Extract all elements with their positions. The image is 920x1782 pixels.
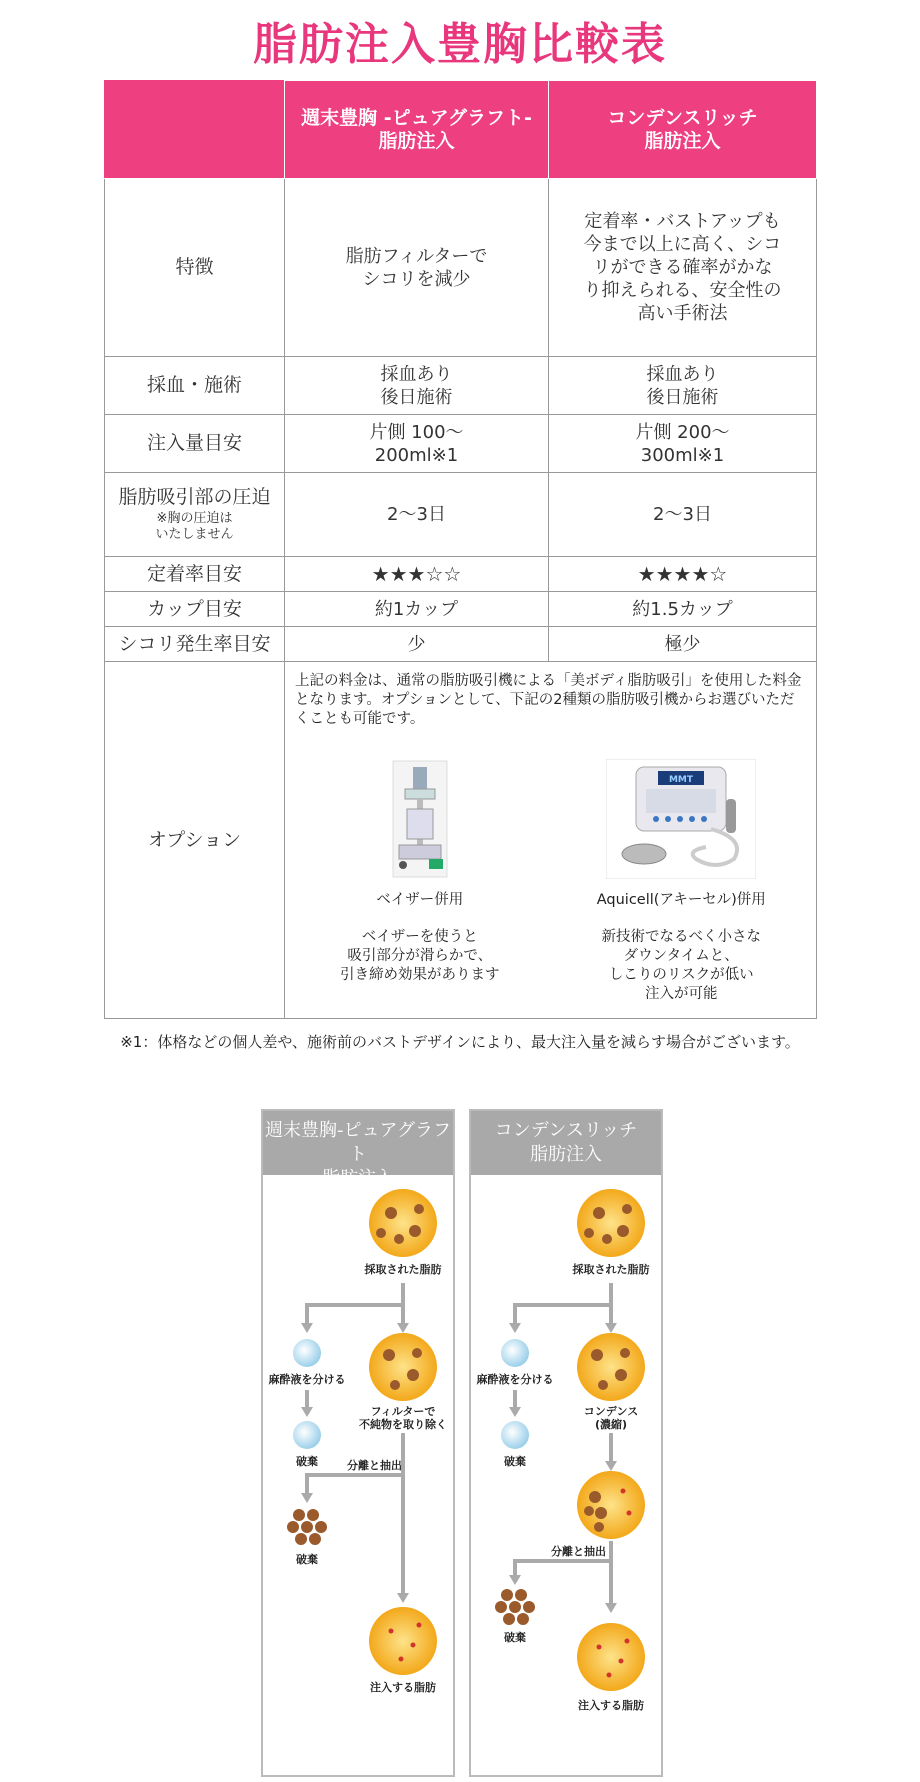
fat-cluster-inject — [577, 1623, 645, 1691]
flow-weekend — [263, 1175, 453, 1775]
row-label-option: オプション — [105, 662, 285, 1019]
label-separate-anesthetic: 麻酔液を分ける — [476, 1373, 554, 1386]
fat-cluster-filtered — [369, 1333, 437, 1401]
label-discard-2: 破棄 — [296, 1553, 318, 1566]
fat-cluster-inject — [369, 1607, 437, 1675]
option-aquicell — [556, 759, 807, 1004]
row-label-compression-text: 脂肪吸引部の圧迫 — [118, 486, 271, 508]
label-inject: 注入する脂肪 — [370, 1681, 436, 1694]
anesthetic-drop-2 — [293, 1421, 321, 1449]
header-condense-rich: コンデンスリッチ 脂肪注入 — [549, 81, 817, 179]
table-row-volume — [105, 415, 817, 473]
comparison-table — [104, 80, 817, 1019]
anesthetic-drop-1 — [501, 1339, 529, 1367]
label-discard-1: 破棄 — [504, 1455, 526, 1468]
vaser-machine-image — [294, 759, 545, 879]
option-aquicell-desc: 新技術でなるべく小さな ダウンタイムと、 しこりのリスクが低い 注入が可能 — [601, 929, 761, 1002]
label-condense: コンデンス(濃縮) — [583, 1405, 639, 1431]
label-inject: 注入する脂肪 — [578, 1699, 644, 1712]
option-note: 上記の料金は、通常の脂肪吸引機による「美ボディ脂肪吸引」を使用した料金となります。オプションとして、下記の2種類の脂肪吸引機からお選びいただくことも可能です。 — [295, 673, 802, 727]
label-filter-1: フィルターで不純物を取り除く — [359, 1405, 447, 1431]
cell-blood-a: 採血あり 後日施術 — [285, 357, 549, 415]
option-vaser — [294, 759, 545, 1004]
brown-residue-cluster — [495, 1589, 535, 1625]
page-title: 脂肪注入豊胸比較表 — [253, 19, 667, 70]
diagram-title-condense: コンデンスリッチ 脂肪注入 — [471, 1111, 661, 1175]
cell-cup-a: 約1カップ — [285, 592, 549, 627]
row-sublabel-compression: ※胸の圧迫は いたしません — [155, 511, 234, 542]
cell-retention-b: ★★★★☆ — [549, 557, 817, 592]
cell-cup-b: 約1.5カップ — [549, 592, 817, 627]
table-header-row — [105, 81, 817, 179]
label-separate-anesthetic: 麻酔液を分ける — [268, 1373, 346, 1386]
aquicell-machine-image — [556, 759, 807, 879]
anesthetic-drop-1 — [293, 1339, 321, 1367]
row-label-cup: カップ目安 — [105, 592, 285, 627]
row-label-retention: 定着率目安 — [105, 557, 285, 592]
cell-features-a: 脂肪フィルターで シコリを減少 — [285, 179, 549, 357]
label-separate-extract: 分離と抽出 — [347, 1459, 402, 1472]
row-label-blood: 採血・施術 — [105, 357, 285, 415]
table-row-features — [105, 179, 817, 357]
table-row-compression — [105, 473, 817, 557]
label-discard-2: 破棄 — [504, 1631, 526, 1644]
cell-lump-a: 少 — [285, 627, 549, 662]
fat-cluster-concentrated — [577, 1471, 645, 1539]
option-cell — [285, 662, 817, 1019]
device-brand-text: MMT — [669, 775, 694, 785]
cell-blood-b: 採血あり 後日施術 — [549, 357, 817, 415]
diagram-title-weekend: 週末豊胸-ピュアグラフト 脂肪注入 — [263, 1111, 453, 1175]
option-vaser-name: ベイザー併用 — [376, 892, 464, 908]
option-aquicell-name: Aquicell(アキーセル)併用 — [596, 892, 766, 908]
row-label-features: 特徴 — [105, 179, 285, 357]
cell-volume-b: 片側 200〜 300ml※1 — [549, 415, 817, 473]
brown-residue-cluster — [287, 1509, 327, 1545]
fat-cluster-harvested — [369, 1189, 437, 1257]
option-vaser-desc: ベイザーを使うと 吸引部分が滑らかで、 引き締め効果があります — [340, 929, 500, 983]
cell-lump-b: 極少 — [549, 627, 817, 662]
cell-features-b: 定着率・バストアップも 今まで以上に高く、シコ リができる確率がかな り抑えられる、安全性の 高い手術法 — [549, 179, 817, 357]
cell-retention-a: ★★★☆☆ — [285, 557, 549, 592]
option-grid — [289, 759, 812, 1004]
table-row-option — [105, 662, 817, 1019]
flow-condense — [471, 1175, 661, 1775]
cell-compression-a: 2〜3日 — [285, 473, 549, 557]
cell-compression-b: 2〜3日 — [549, 473, 817, 557]
anesthetic-drop-2 — [501, 1421, 529, 1449]
header-weekend-graft: 週末豊胸 -ピュアグラフト- 脂肪注入 — [285, 81, 549, 179]
fat-cluster-condensed — [577, 1333, 645, 1401]
footnote: ※1：体格などの個人差や、施術前のバストデザインにより、最大注入量を減らす場合がございます。 — [120, 1033, 800, 1051]
table-row-lump — [105, 627, 817, 662]
fat-cluster-harvested — [577, 1189, 645, 1257]
label-discard-1: 破棄 — [296, 1455, 318, 1468]
label-harvested: 採取された脂肪 — [364, 1263, 442, 1276]
table-row-blood — [105, 357, 817, 415]
label-harvested: 採取された脂肪 — [572, 1263, 650, 1276]
header-blank-cell — [105, 81, 285, 179]
row-label-volume: 注入量目安 — [105, 415, 285, 473]
table-row-cup — [105, 592, 817, 627]
row-label-compression — [105, 473, 285, 557]
cell-volume-a: 片側 100〜 200ml※1 — [285, 415, 549, 473]
label-separate-extract: 分離と抽出 — [551, 1545, 606, 1558]
table-row-retention — [105, 557, 817, 592]
process-diagram-weekend — [261, 1109, 455, 1777]
process-diagram-condense — [469, 1109, 663, 1777]
row-label-lump: シコリ発生率目安 — [105, 627, 285, 662]
